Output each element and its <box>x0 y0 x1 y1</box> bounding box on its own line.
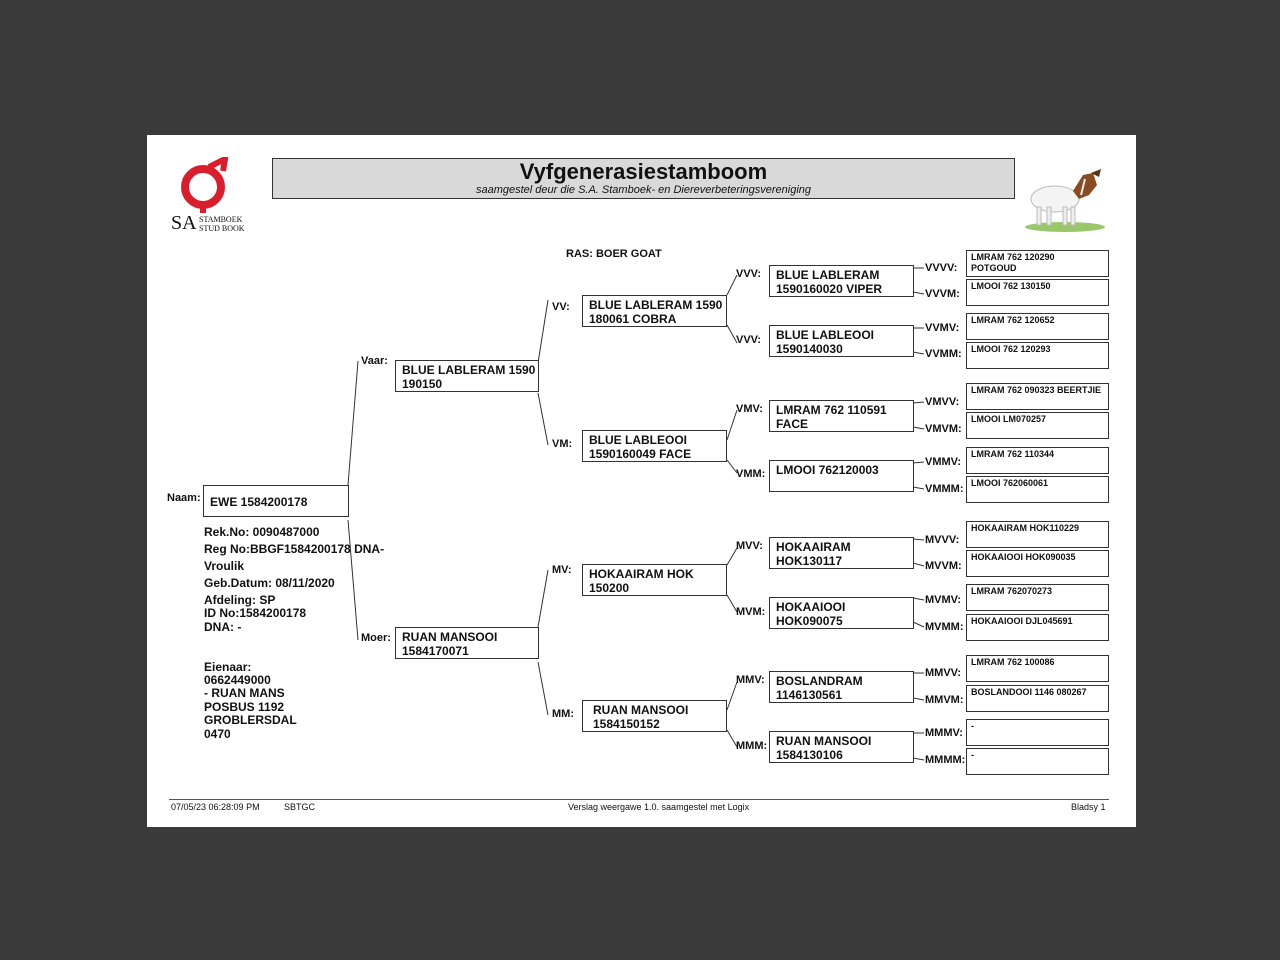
id-no: ID No:1584200178 <box>204 606 307 620</box>
vmvv-box <box>966 383 1109 410</box>
pedigree-page <box>147 135 1136 827</box>
mvmm-line1: HOKAAIOOI DJL045691 <box>971 616 1073 626</box>
vmvm-label: VMVM: <box>925 423 962 435</box>
mvvm-label: MVVM: <box>925 560 962 572</box>
vvmm-line1: LMOOI 762 120293 <box>971 344 1051 354</box>
mv-line2: 150200 <box>589 581 630 595</box>
vvmm-label: VVMM: <box>925 348 962 360</box>
title-box <box>272 158 1015 199</box>
mvvv-box <box>966 521 1109 548</box>
mmmm-line1: - <box>971 750 974 760</box>
logo-sa: SA <box>171 212 197 234</box>
footer-version: Verslag weergawe 1.0. saamgestel met Logix <box>568 802 750 812</box>
vvvv-line2: POTGOUD <box>971 263 1017 273</box>
mv-box <box>582 564 727 596</box>
vvv1-label: VVV: <box>736 268 762 280</box>
mvm-line1: HOKAAIOOI <box>776 600 846 614</box>
vmmm-line1: LMOOI 762060061 <box>971 478 1049 488</box>
moer-line1: RUAN MANSOOI <box>402 630 498 644</box>
owner-addr2: GROBLERSDAL <box>204 713 297 727</box>
mv-label: MV: <box>552 564 572 576</box>
mvv-line1: HOKAAIRAM <box>776 540 851 554</box>
mvv-line2: HOK130117 <box>776 554 843 568</box>
mmmm-box <box>966 748 1109 775</box>
mmm-line1: RUAN MANSOOI <box>776 734 872 748</box>
mmm-box <box>769 731 914 763</box>
vmmm-label: VMMM: <box>925 483 964 495</box>
mvmv-line1: LMRAM 762070273 <box>971 586 1053 596</box>
vmvv-label: VMVV: <box>925 396 960 408</box>
vvvm-label: VVVM: <box>925 288 960 300</box>
boer-goat-image <box>1019 163 1111 233</box>
vm-line2: 1590160049 FACE <box>589 447 692 461</box>
moer-line2: 1584170071 <box>402 644 469 658</box>
mvvm-line1: HOKAAIOOI HOK090035 <box>971 552 1076 562</box>
mvmv-label: MVMV: <box>925 594 962 606</box>
vvvv-label: VVVV: <box>925 262 958 274</box>
afdeling: Afdeling: SP <box>204 593 276 607</box>
vvvv-box <box>966 250 1109 277</box>
moer-box <box>395 627 539 659</box>
vaar-line2: 190150 <box>402 377 443 391</box>
vmm-label: VMM: <box>736 468 766 480</box>
mmmm-label: MMMM: <box>925 754 966 766</box>
mvmv-box <box>966 584 1109 611</box>
logo-line2: STUD BOOK <box>199 224 245 233</box>
vvmm-box <box>966 342 1109 369</box>
vaar-line1: BLUE LABLERAM 1590 <box>402 363 536 377</box>
vvvv-line1: LMRAM 762 120290 <box>971 252 1055 262</box>
vmvm-box <box>966 412 1109 439</box>
mmvm-line1: BOSLANDOOI 1146 080267 <box>971 687 1087 697</box>
vvv2-box <box>769 325 914 357</box>
vvmv-box <box>966 313 1109 340</box>
mvv-box <box>769 537 914 569</box>
footer-code: SBTGC <box>284 802 316 812</box>
vvvm-line1: LMOOI 762 130150 <box>971 281 1051 291</box>
owner-code: 0470 <box>204 727 231 741</box>
mvvv-line1: HOKAAIRAM HOK110229 <box>971 523 1080 533</box>
vmmv-label: VMMV: <box>925 456 962 468</box>
mm-line1: RUAN MANSOOI <box>593 703 689 717</box>
vmmv-box <box>966 447 1109 474</box>
moer-label: Moer: <box>361 632 391 644</box>
breed-label: RAS: BOER GOAT <box>566 248 662 260</box>
dna: DNA: - <box>204 620 242 634</box>
mmv-line2: 1146130561 <box>776 688 843 702</box>
logo-line1: STAMBOEK <box>199 215 243 224</box>
vvv2-line1: BLUE LABLEOOI <box>776 328 874 342</box>
vvvm-box <box>966 279 1109 306</box>
footer-page: Bladsy 1 <box>1071 802 1106 812</box>
owner-label: Eienaar: <box>204 660 252 674</box>
vvv1-line1: BLUE LABLERAM <box>776 268 880 282</box>
vaar-box <box>395 360 539 392</box>
mvm-box <box>769 597 914 629</box>
mvv-label: MVV: <box>736 540 763 552</box>
footer-rule <box>169 799 1109 800</box>
vm-line1: BLUE LABLEOOI <box>589 433 687 447</box>
vmvv-line1: LMRAM 762 090323 BEERTJIE <box>971 385 1102 395</box>
mmmv-label: MMMV: <box>925 727 963 739</box>
mmm-line2: 1584130106 <box>776 748 843 762</box>
mmvv-line1: LMRAM 762 100086 <box>971 657 1055 667</box>
vm-label: VM: <box>552 438 573 450</box>
subject-name: EWE 1584200178 <box>210 495 308 509</box>
vaar-label: Vaar: <box>361 355 388 367</box>
rek-no: Rek.No: 0090487000 <box>204 525 320 539</box>
vvv1-box <box>769 265 914 297</box>
footer-datetime: 07/05/23 06:28:09 PM <box>171 802 260 812</box>
subject-label: Naam: <box>167 492 201 504</box>
sex: Vroulik <box>204 559 245 573</box>
mmv-box <box>769 671 914 703</box>
vmv-label: VMV: <box>736 403 763 415</box>
mvvm-box <box>966 550 1109 577</box>
vmv-line1: LMRAM 762 110591 <box>776 403 887 417</box>
owner-name: - RUAN MANS <box>204 686 285 700</box>
owner-phone: 0662449000 <box>204 673 271 687</box>
vmvm-line1: LMOOI LM070257 <box>971 414 1047 424</box>
mm-line2: 1584150152 <box>593 717 660 731</box>
mmmv-box <box>966 719 1109 746</box>
mmvm-box <box>966 685 1109 712</box>
vvv2-label: VVV: <box>736 334 762 346</box>
vv-label: VV: <box>552 301 570 313</box>
vmm-box <box>769 460 914 492</box>
mmvm-label: MMVM: <box>925 694 964 706</box>
mmv-line1: BOSLANDRAM <box>776 674 863 688</box>
vmmm-box <box>966 476 1109 503</box>
mm-label: MM: <box>552 708 574 720</box>
mmvv-label: MMVV: <box>925 667 962 679</box>
mm-box <box>582 700 727 732</box>
sa-studbook-logo-icon <box>169 157 251 213</box>
mmvv-box <box>966 655 1109 682</box>
owner-addr1: POSBUS 1192 <box>204 700 285 714</box>
vm-box <box>582 430 727 462</box>
vvv1-line2: 1590160020 VIPER <box>776 282 883 296</box>
subject-box <box>203 485 349 517</box>
vv-line1: BLUE LABLERAM 1590 <box>589 298 723 312</box>
vvv2-line2: 1590140030 <box>776 342 843 356</box>
page-title: Vyfgenerasiestamboom <box>519 159 768 184</box>
mmm-label: MMM: <box>736 740 768 752</box>
mmmv-line1: - <box>971 721 974 731</box>
geb-datum: Geb.Datum: 08/11/2020 <box>204 576 335 590</box>
mvm-label: MVM: <box>736 606 766 618</box>
vv-line2: 180061 COBRA <box>589 312 677 326</box>
vmv-line2: FACE <box>776 417 809 431</box>
mvm-line2: HOK090075 <box>776 614 843 628</box>
vvmv-line1: LMRAM 762 120652 <box>971 315 1055 325</box>
mvmm-box <box>966 614 1109 641</box>
vv-box <box>582 295 727 327</box>
vmm-line1: LMOOI 762120003 <box>776 463 879 477</box>
page-subtitle: saamgestel deur die S.A. Stamboek- en Diereverbeteringsvereniging <box>475 184 812 196</box>
mvmm-label: MVMM: <box>925 621 964 633</box>
reg-no: Reg No:BBGF1584200178 DNA- <box>204 542 385 556</box>
vmv-box <box>769 400 914 432</box>
mv-line1: HOKAAIRAM HOK <box>589 567 694 581</box>
mvvv-label: MVVV: <box>925 534 960 546</box>
sa-studbook-logo <box>169 157 251 235</box>
vmmv-line1: LMRAM 762 110344 <box>971 449 1055 459</box>
vvmv-label: VVMV: <box>925 322 960 334</box>
mmv-label: MMV: <box>736 674 765 686</box>
